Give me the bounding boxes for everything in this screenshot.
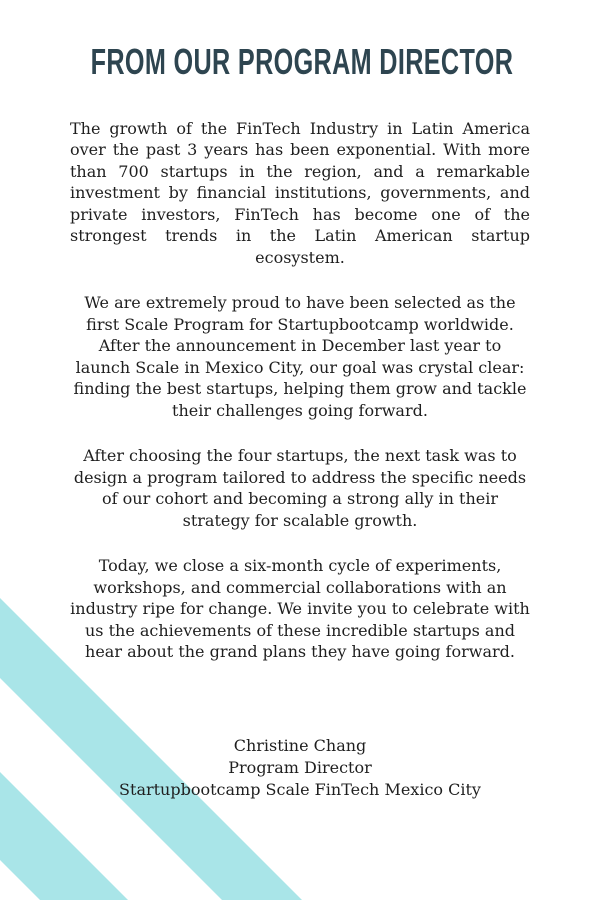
letter-body <box>70 118 530 801</box>
signature-block <box>70 735 530 801</box>
signature-role: Program Director <box>228 757 372 777</box>
signature-name: Christine Chang <box>233 735 367 755</box>
body-paragraph: After choosing the four startups, the next task was to design a program tailored to address the specific needs of our cohort and becoming a strong ally in their strategy for scalable growth. <box>73 446 527 530</box>
page-title-text: FROM OUR PROGRAM DIRECTOR <box>90 41 514 82</box>
body-paragraph: Today, we close a six-month cycle of experiments, workshops, and commercial collaborations with an industry ripe for change. We invite you to celebrate with us the achievements of these incredible startups and hear about the grand plans they have going forward. <box>70 556 530 662</box>
page-title <box>0 42 600 82</box>
signature-organization: Startupbootcamp Scale FinTech Mexico City <box>119 779 481 799</box>
body-paragraph: We are extremely proud to have been selected as the first Scale Program for Startupbootcamp worldwide. After the announcement in December last year to launch Scale in Mexico City, our goal was crystal clear: finding the best startups, helping them grow and tackle their challenges going forward. <box>73 293 527 420</box>
body-paragraph: The growth of the FinTech Industry in Latin America over the past 3 years has been exponential. With more than 700 startups in the region, and a remarkable investment by financial institutions, governments, and private investors, FinTech has become one of the strongest trends in the Latin American startup ecosystem. <box>70 118 530 267</box>
